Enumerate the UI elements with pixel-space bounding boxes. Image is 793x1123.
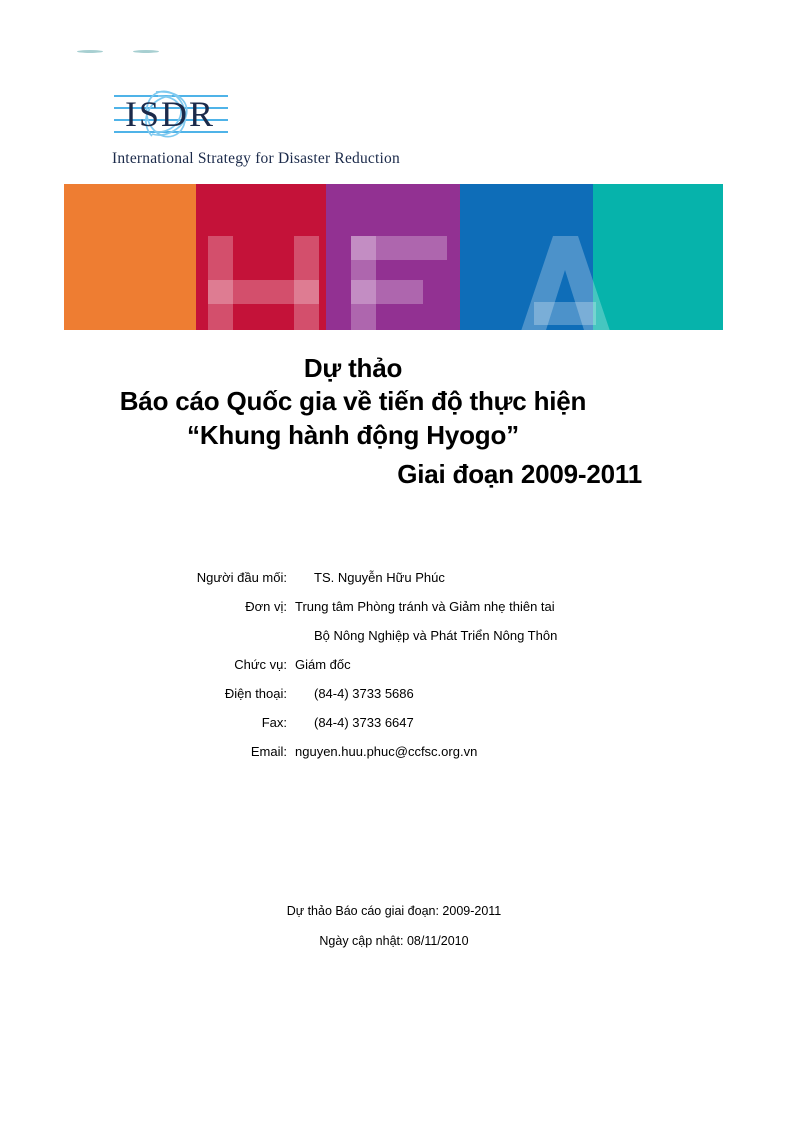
hfa-band-purple [326,184,460,330]
contact-row-email [64,744,724,759]
contact-value-organization: Trung tâm Phòng tránh và Giảm nhẹ thiên tai [295,599,555,614]
contact-details [64,570,724,773]
contact-row-focal-point [64,570,724,585]
contact-value-phone: (84-4) 3733 5686 [314,686,414,701]
contact-label-fax: Fax: [261,715,287,730]
scan-artifact-left [77,50,103,53]
contact-label-focal-point: Người đầu mối: [196,570,287,585]
title-line-3: “Khung hành động Hyogo” [187,419,519,450]
title-line-1: Dự thảo [303,353,403,383]
footer-update-date: Ngày cập nhật: 08/11/2010 [319,934,469,948]
isdr-logo [112,84,472,168]
contact-row-position [64,657,724,672]
hfa-band-crimson [196,184,326,330]
contact-value-focal-point: TS. Nguyễn Hữu Phúc [314,570,445,585]
contact-row-fax [64,715,724,730]
contact-label-email: Email: [250,744,287,759]
contact-row-phone [64,686,724,701]
isdr-logo-tagline: International Strategy for Disaster Reduction [112,150,400,167]
page-title [64,352,642,491]
contact-value-position: Giám đốc [295,657,351,672]
scan-artifact-right [133,50,159,53]
contact-label-phone: Điện thoại: [224,686,287,701]
contact-value-ministry: Bộ Nông Nghiệp và Phát Triển Nông Thôn [314,628,558,643]
hfa-band-teal [593,184,723,330]
isdr-logo-letters: ISDR [124,94,216,134]
contact-row-organization [64,599,724,614]
contact-value-email: nguyen.huu.phuc@ccfsc.org.vn [295,744,478,759]
title-line-4: Giai đoạn 2009-2011 [397,458,642,489]
document-footer [64,904,724,964]
contact-value-fax: (84-4) 3733 6647 [314,715,414,730]
contact-label-organization: Đơn vị: [245,599,287,614]
hfa-band-blue [460,184,593,330]
contact-row-ministry [64,628,724,643]
contact-label-position: Chức vụ: [234,657,287,672]
hfa-banner [64,184,723,330]
isdr-logo-mark [112,84,230,146]
title-line-2: Báo cáo Quốc gia về tiến độ thực hiện [119,386,587,417]
footer-report-period: Dự thảo Báo cáo giai đoạn: 2009-2011 [286,904,502,918]
hfa-band-orange [64,184,196,330]
